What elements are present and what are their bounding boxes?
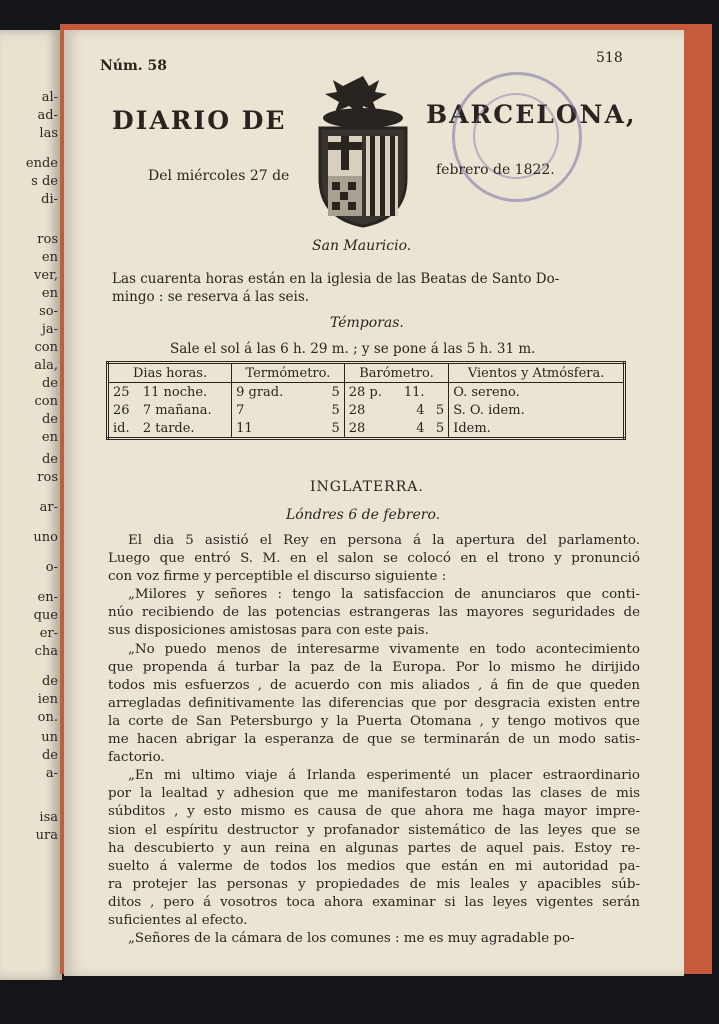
left-page-fragment: de	[41, 452, 58, 467]
masthead-title-left: DIARIO DE	[112, 106, 287, 135]
weather-row	[108, 383, 625, 402]
left-page-fragment: ros	[37, 470, 58, 485]
article-dateline: Lóndres 6 de febrero.	[286, 507, 441, 523]
weather-temp-fraction: 5	[331, 402, 340, 418]
weather-wind: O. sereno.	[449, 383, 625, 402]
weather-row	[108, 419, 625, 439]
weather-temp-fraction: 5	[331, 420, 340, 436]
article-line: me hacen abrigar la esperanza de que se terminarán de un modo satis-	[108, 732, 640, 748]
left-page-fragment: di-	[41, 192, 58, 207]
article-line: factorio.	[108, 750, 165, 766]
article-line: Luego que entró S. M. en el salon se colocó en el trono y pronunció	[108, 551, 640, 567]
left-page-fragment: de	[41, 748, 58, 763]
left-page-fragment: cha	[34, 644, 58, 659]
left-page-fragment: en-	[37, 590, 58, 605]
weather-hour: 7 mañana.	[142, 402, 212, 418]
weather-day: 26	[113, 402, 130, 418]
weather-baro-fraction: 5	[435, 402, 445, 418]
weather-baro: 28	[344, 401, 394, 419]
left-page-fragment: ad-	[37, 108, 58, 123]
left-page-fragment: las	[39, 126, 58, 141]
left-page-fragment: en	[41, 286, 58, 301]
header-winds: Vientos y Atmósfera.	[449, 363, 625, 383]
left-page-fragment: ende	[25, 156, 58, 171]
weather-temp-fraction: 5	[331, 384, 340, 400]
left-page-fragment: o-	[45, 560, 58, 575]
temporas-label: Témporas.	[330, 315, 404, 331]
weather-baro: 28	[344, 419, 394, 439]
article-line: arregladas definitivamente las diferencias que por desgracia existen entre	[108, 695, 640, 711]
left-page-fragment: al-	[41, 90, 58, 105]
article-line: El dia 5 asistió el Rey en persona á la apertura del parlamento.	[128, 533, 640, 548]
left-page-fragment: de	[41, 674, 58, 689]
article-line: ha descubierto y aun reina en algunas partes de aquel pais. Estoy re-	[108, 840, 640, 856]
left-page-fragment: de	[41, 376, 58, 391]
left-page	[0, 30, 62, 980]
article-line: por la lealtad y adhesion que me manifestaron todas las clases de mis	[108, 786, 640, 802]
newspaper-page	[64, 30, 684, 976]
left-page-fragment: uno	[33, 530, 58, 545]
page-number: 518	[596, 50, 623, 66]
left-page-fragment: on.	[37, 710, 58, 725]
weather-baro-fraction: 5	[435, 420, 445, 436]
weather-baro-lines: 4	[416, 402, 425, 418]
weather-baro-fraction	[429, 383, 449, 402]
article-line: todos mis esfuerzos , de acuerdo con mis aliados , á fin de que queden	[108, 677, 640, 693]
article-line: núo recibiendo de las potencias estrangeras las mayores seguridades de	[108, 605, 640, 621]
article-line: la corte de San Petersburgo y la Puerta Otomana , y tengo motivos que	[108, 713, 640, 729]
article-line: que propenda á turbar la paz de la Europa. Por lo mismo he dirijido	[108, 659, 640, 675]
weather-temp: 11	[232, 419, 319, 439]
weather-row	[108, 401, 625, 419]
left-page-fragment: ura	[35, 828, 58, 843]
article-line: „En mi ultimo viaje á Irlanda esperimenté un placer estraordinario	[128, 768, 640, 784]
article-line: suelto á valerme de todos los medios que están en mi autoridad pa-	[108, 858, 640, 874]
article-line: „Señores de la cámara de los comunes : me es muy agradable po-	[128, 931, 575, 947]
left-page-fragment: ver,	[34, 268, 58, 283]
article-line: con voz firme y perceptible el discurso siguiente :	[108, 569, 447, 585]
article-line: sion el espíritu destructor y profanador sistemático de las leyes que se	[108, 822, 640, 838]
left-page-fragment: con	[34, 340, 58, 355]
left-page-fragment: de	[41, 412, 58, 427]
article-line: „No puedo menos de interesarme vivamente en todo acontecimiento	[128, 641, 640, 657]
saint-of-day: San Mauricio.	[312, 238, 412, 254]
article-line: ditos , pero á vosotros toca ahora examinar si las leyes vigentes serán	[108, 894, 640, 910]
left-page-fragment: ala,	[34, 358, 58, 373]
article-line: suficientes al efecto.	[108, 912, 248, 928]
masthead-title-right: BARCELONA,	[426, 100, 637, 129]
weather-wind: Idem.	[449, 419, 625, 439]
left-page-fragment: un	[41, 730, 58, 745]
left-page-fragment: a-	[45, 766, 58, 781]
header-days-hours: Dias horas.	[108, 363, 232, 383]
weather-temp: 9 grad.	[232, 383, 319, 402]
weather-baro-lines: 4	[416, 420, 425, 436]
left-page-fragment: er-	[39, 626, 58, 641]
left-page-fragment: so-	[39, 304, 58, 319]
article-line: súbditos , y esto mismo es causa de que ahora me haga mayor impre-	[108, 804, 640, 820]
weather-day: 25	[113, 384, 130, 400]
library-stamp-image	[452, 72, 582, 202]
header-barometer: Barómetro.	[344, 363, 448, 383]
article-line: ra protejer las personas y propiedades de mis leales y apacibles súb-	[108, 876, 640, 892]
weather-day: id.	[113, 420, 130, 436]
weather-baro: 28 p.	[344, 383, 394, 402]
weather-temp: 7	[232, 401, 319, 419]
header-thermometer: Termómetro.	[232, 363, 345, 383]
article-body	[108, 532, 640, 948]
article-line: sus disposiciones amistosas para con este pais.	[108, 623, 429, 639]
left-page-fragment: que	[33, 608, 58, 623]
left-page-fragment: ja-	[41, 322, 58, 337]
weather-table	[106, 361, 626, 440]
left-page-fragment: con	[34, 394, 58, 409]
article-line: „Milores y señores : tengo la satisfaccion de anunciaros que conti-	[128, 587, 640, 603]
left-page-fragment: en	[41, 430, 58, 445]
coat-of-arms-image	[308, 72, 418, 232]
weather-baro-lines: 11.	[403, 384, 425, 400]
left-page-fragment: isa	[39, 810, 58, 825]
weather-hour: 11 noche.	[142, 384, 208, 400]
weather-header-row	[108, 363, 625, 383]
issue-number: Núm. 58	[100, 58, 168, 74]
left-page-fragment: s de	[31, 174, 58, 189]
date-line-left: Del miércoles 27 de	[148, 168, 290, 184]
date-line-right: febrero de 1822.	[436, 162, 555, 178]
section-heading: INGLATERRA.	[310, 479, 424, 495]
forty-hours-line-1: Las cuarenta horas están en la iglesia de las Beatas de Santo Do-	[112, 271, 560, 287]
weather-wind: S. O. idem.	[449, 401, 625, 419]
sun-times: Sale el sol á las 6 h. 29 m. ; y se pone á las 5 h. 31 m.	[170, 341, 536, 357]
left-page-fragment: ien	[37, 692, 58, 707]
left-page-fragment: ar-	[39, 500, 58, 515]
weather-hour: 2 tarde.	[142, 420, 195, 436]
left-page-fragment: en	[41, 250, 58, 265]
left-page-fragment: ros	[37, 232, 58, 247]
forty-hours-line-2: mingo : se reserva á las seis.	[112, 289, 310, 305]
